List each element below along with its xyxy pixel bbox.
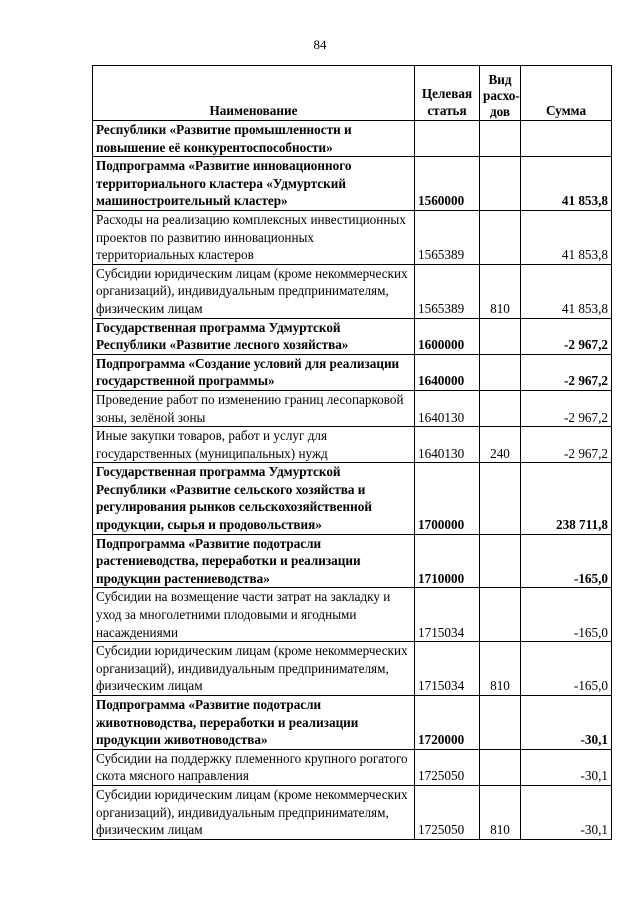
row-target-article-cell: 1560000 xyxy=(415,157,480,211)
table-row xyxy=(93,318,612,354)
row-target-article-cell: 1640130 xyxy=(415,390,480,426)
row-name-cell: Государственная программа Удмуртской Республики «Развитие лесного хозяйства» xyxy=(93,318,415,354)
row-name-cell: Подпрограмма «Создание условий для реализации государственной программы» xyxy=(93,354,415,390)
row-sum-cell: 41 853,8 xyxy=(521,157,612,211)
row-target-article-cell xyxy=(415,121,480,157)
row-sum-cell: -30,1 xyxy=(521,785,612,839)
table-row xyxy=(93,534,612,588)
row-target-article-cell: 1715034 xyxy=(415,642,480,696)
row-name-cell: Иные закупки товаров, работ и услуг для государственных (муниципальных) нужд xyxy=(93,427,415,463)
row-sum-cell: 238 711,8 xyxy=(521,463,612,534)
table-row xyxy=(93,427,612,463)
header-target-article: Целевая статья xyxy=(415,66,480,121)
row-name-cell: Субсидии юридическим лицам (кроме некоммерческих организаций), индивидуальным предпринимателям, физическим лицам xyxy=(93,785,415,839)
row-target-article-cell: 1700000 xyxy=(415,463,480,534)
table-row xyxy=(93,785,612,839)
row-target-article-cell: 1640130 xyxy=(415,427,480,463)
row-name-cell: Государственная программа Удмуртской Республики «Развитие сельского хозяйства и регулирования рынков сельскохозяйственной продукции, сырья и продовольствия» xyxy=(93,463,415,534)
row-expense-type-cell xyxy=(480,210,521,264)
row-target-article-cell: 1710000 xyxy=(415,534,480,588)
row-sum-cell: -2 967,2 xyxy=(521,427,612,463)
row-name-cell: Субсидии юридическим лицам (кроме некоммерческих организаций), индивидуальным предпринимателям, физическим лицам xyxy=(93,264,415,318)
row-name-cell: Субсидии на возмещение части затрат на закладку и уход за многолетними плодовыми и ягодными насаждениями xyxy=(93,588,415,642)
row-sum-cell: 41 853,8 xyxy=(521,264,612,318)
row-expense-type-cell xyxy=(480,749,521,785)
header-sum: Сумма xyxy=(521,66,612,121)
row-name-cell: Проведение работ по изменению границ лесопарковой зоны, зелёной зоны xyxy=(93,390,415,426)
row-expense-type-cell xyxy=(480,463,521,534)
row-name-cell: Подпрограмма «Развитие инновационного территориального кластера «Удмуртский машиностроительный кластер» xyxy=(93,157,415,211)
page-number: 84 xyxy=(313,37,327,52)
row-target-article-cell: 1600000 xyxy=(415,318,480,354)
table-row xyxy=(93,642,612,696)
row-target-article-cell: 1720000 xyxy=(415,696,480,750)
header-expense-type: Вид расхо-дов xyxy=(480,66,521,121)
budget-table xyxy=(92,65,612,840)
row-target-article-cell: 1725050 xyxy=(415,749,480,785)
table-header-row xyxy=(93,66,612,121)
row-expense-type-cell xyxy=(480,157,521,211)
table-row xyxy=(93,210,612,264)
row-name-cell: Субсидии на поддержку племенного крупного рогатого скота мясного направления xyxy=(93,749,415,785)
row-sum-cell: -165,0 xyxy=(521,588,612,642)
row-name-cell: Субсидии юридическим лицам (кроме некоммерческих организаций), индивидуальным предпринимателям, физическим лицам xyxy=(93,642,415,696)
table-row xyxy=(93,121,612,157)
row-name-cell: Подпрограмма «Развитие подотрасли животноводства, переработки и реализации продукции животноводства» xyxy=(93,696,415,750)
row-name-cell: Подпрограмма «Развитие подотрасли растениеводства, переработки и реализации продукции растениеводства» xyxy=(93,534,415,588)
row-target-article-cell: 1565389 xyxy=(415,264,480,318)
row-expense-type-cell: 810 xyxy=(480,785,521,839)
row-expense-type-cell: 810 xyxy=(480,642,521,696)
row-expense-type-cell: 810 xyxy=(480,264,521,318)
table-row xyxy=(93,157,612,211)
row-name-cell: Расходы на реализацию комплексных инвестиционных проектов по развитию инновационных территориальных кластеров xyxy=(93,210,415,264)
row-sum-cell: -2 967,2 xyxy=(521,354,612,390)
row-expense-type-cell xyxy=(480,121,521,157)
row-sum-cell: -2 967,2 xyxy=(521,318,612,354)
table-row xyxy=(93,696,612,750)
row-target-article-cell: 1565389 xyxy=(415,210,480,264)
table-row xyxy=(93,463,612,534)
row-sum-cell xyxy=(521,121,612,157)
row-expense-type-cell xyxy=(480,354,521,390)
row-sum-cell: -2 967,2 xyxy=(521,390,612,426)
row-sum-cell: -165,0 xyxy=(521,642,612,696)
row-expense-type-cell: 240 xyxy=(480,427,521,463)
row-sum-cell: 41 853,8 xyxy=(521,210,612,264)
header-name: Наименование xyxy=(93,66,415,121)
row-expense-type-cell xyxy=(480,696,521,750)
row-name-cell: Республики «Развитие промышленности и повышение её конкурентоспособности» xyxy=(93,121,415,157)
row-expense-type-cell xyxy=(480,318,521,354)
row-expense-type-cell xyxy=(480,588,521,642)
row-target-article-cell: 1640000 xyxy=(415,354,480,390)
table-row xyxy=(93,390,612,426)
table-row xyxy=(93,749,612,785)
row-sum-cell: -30,1 xyxy=(521,749,612,785)
row-target-article-cell: 1725050 xyxy=(415,785,480,839)
table-row xyxy=(93,354,612,390)
table-row xyxy=(93,588,612,642)
row-expense-type-cell xyxy=(480,390,521,426)
row-expense-type-cell xyxy=(480,534,521,588)
row-sum-cell: -165,0 xyxy=(521,534,612,588)
row-target-article-cell: 1715034 xyxy=(415,588,480,642)
row-sum-cell: -30,1 xyxy=(521,696,612,750)
table-row xyxy=(93,264,612,318)
